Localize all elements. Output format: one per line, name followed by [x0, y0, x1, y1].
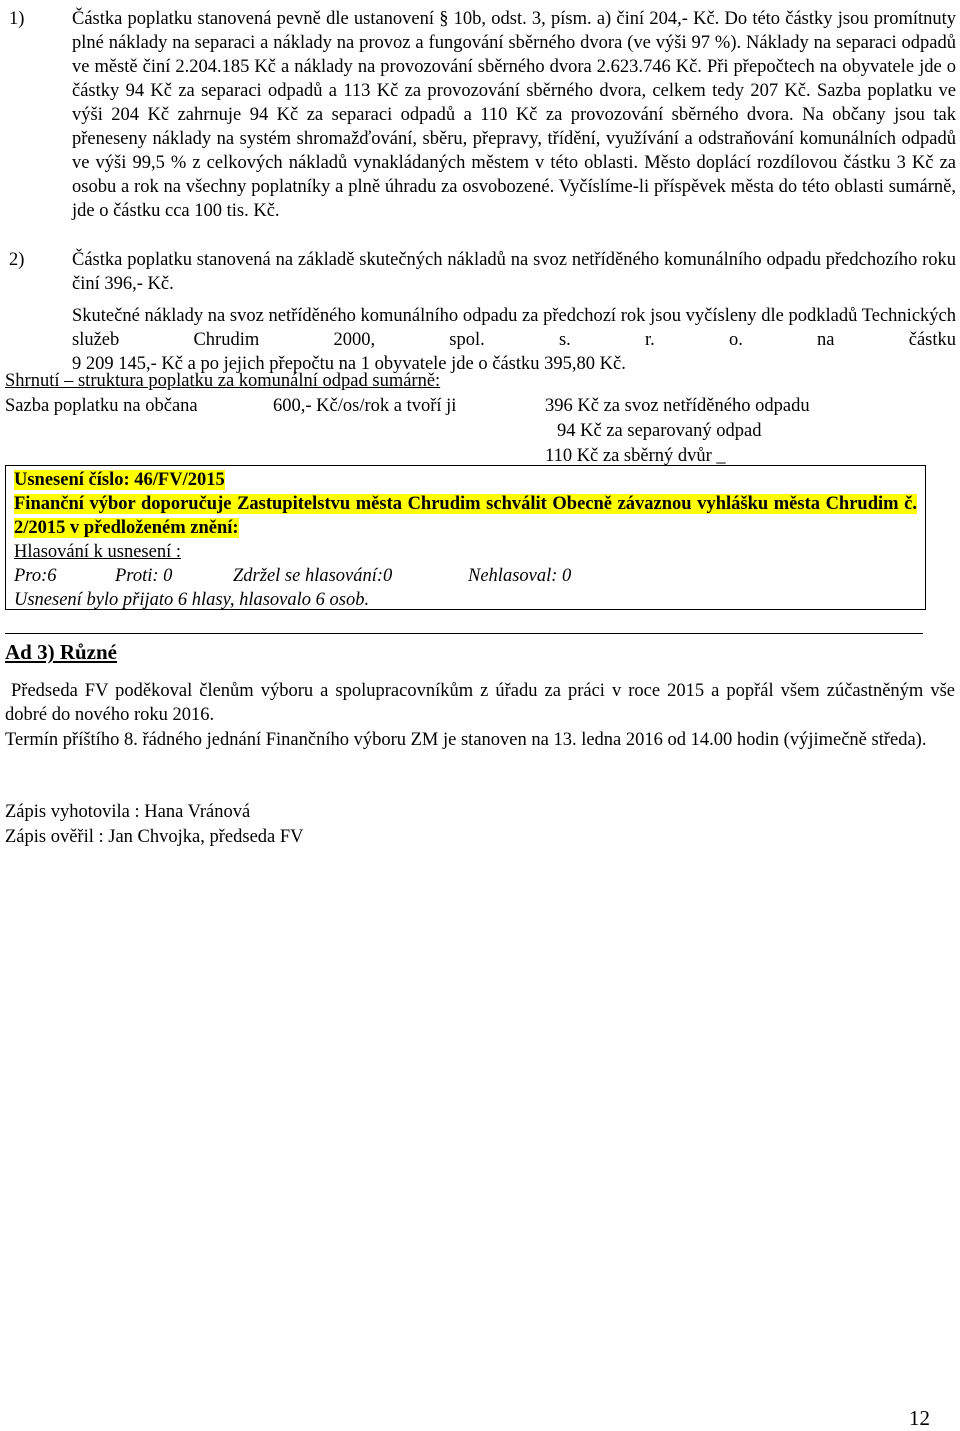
fee-summary — [5, 369, 935, 469]
page-number: 12 — [909, 1406, 930, 1430]
summary-part-2: 94 Kč za separovaný odpad — [557, 421, 762, 441]
summary-part-3: 110 Kč za sběrný dvůr _ — [545, 446, 726, 466]
summary-part-1: 396 Kč za svoz netříděného odpadu — [545, 396, 810, 416]
verified-by: Zápis ověřil : Jan Chvojka, předseda FV — [5, 827, 304, 847]
resolution-text: Finanční výbor doporučuje Zastupitelstvu města Chrudim schválit Obecně závaznou vyhlášku města Chrudim č. 2/2015 v předloženém znění: — [14, 494, 917, 538]
item-2-paragraph-3: 9 209 145,- Kč a po jejich přepočtu na 1 obyvatele jde o částku 395,80 Kč. — [72, 354, 626, 374]
summary-label: Sazba poplatku na občana — [5, 396, 198, 416]
list-number: 2) — [9, 250, 25, 270]
vote-results — [14, 564, 917, 588]
item-1-paragraph: Částka poplatku stanovená pevně dle ustanovení § 10b, odst. 3, písm. a) činí 204,- Kč. Do této částky jsou promítnuty plné náklady na separaci a náklady na provoz a fungování sběrného dvora (ve výši 97 %). Náklady na separaci odpadů ve městě činí 2.204.185 Kč a náklady na provozování sběrného dvora 2.623.746 Kč. Při přepočtech na obyvatele jde o částky 94 Kč za separaci odpadů a 113 Kč za provozování sběrného dvora, celkem tedy 207 Kč. Sazba poplatku ve výši 204 Kč zahrnuje 94 Kč za separaci odpadů a 110 Kč za provozování sběrného dvora. Na občany jsou tak přeneseny náklady na systém shromažďování, sběru, přepravy, třídění, využívání a odstraňování komunálních odpadů ve výši 99,5 % z celkových nákladů vynakládaných městem v této oblasti. Město doplácí rozdílovou částku 3 Kč za osobu a rok na všechny poplatníky a plně úhradu za osvobozené. Vyčíslíme-li příspěvek města do této oblasti sumárně, jde o částku cca 100 tis. Kč. — [72, 9, 956, 221]
vote-not-voted: Nehlasoval: 0 — [468, 566, 572, 586]
next-meeting-paragraph: Termín příštího 8. řádného jednání Finančního výboru ZM je stanoven na 13. ledna 2016 od 14.00 hodin (výjimečně středa). — [5, 730, 927, 750]
vote-pro: Pro:6 — [14, 566, 57, 586]
item-2-paragraph: Částka poplatku stanovená na základě skutečných nákladů na svoz netříděného komunálního odpadu předchozího roku činí 396,- Kč. — [72, 250, 956, 294]
vote-result: Usnesení bylo přijato 6 hlasy, hlasovalo 6 osob. — [14, 590, 370, 610]
resolution-number: Usnesení číslo: 46/FV/2015 — [14, 470, 225, 490]
list-item-text — [72, 248, 956, 376]
item-2-paragraph-2: Skutečné náklady na svoz netříděného komunálního odpadu za předchozí rok jsou vyčísleny dle podkladů Technických služeb Chrudim 2000, spol. s. r. o. na částku — [72, 306, 956, 350]
written-by: Zápis vyhotovila : Hana Vránová — [5, 802, 251, 822]
vote-abstain: Zdržel se hlasování:0 — [233, 566, 393, 586]
list-item-text — [72, 7, 956, 223]
resolution-box — [5, 465, 926, 610]
vote-proti: Proti: 0 — [115, 566, 173, 586]
divider — [5, 633, 923, 634]
list-number: 1) — [9, 9, 25, 29]
summary-heading: Shrnutí – struktura poplatku za komunální odpad sumárně: — [5, 371, 441, 391]
summary-rate: 600,- Kč/os/rok a tvoří ji — [273, 396, 457, 416]
thanks-paragraph: Předseda FV poděkoval členům výboru a spolupracovníkům z úřadu za práci v roce 2015 a popřál všem zúčastněným vše dobré do nového roku 2016. — [5, 681, 955, 725]
vote-heading: Hlasování k usnesení : — [14, 542, 181, 562]
section-heading: Ad 3) Různé — [5, 640, 118, 664]
